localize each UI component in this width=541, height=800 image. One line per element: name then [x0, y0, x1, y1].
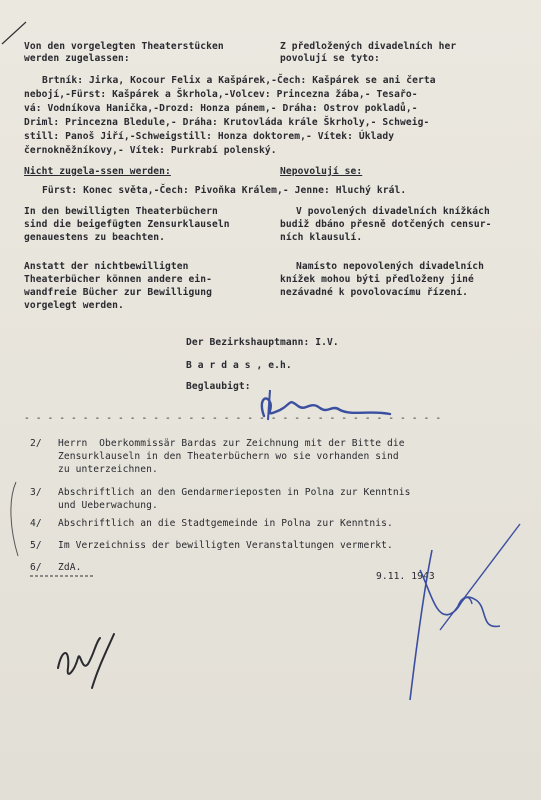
zda-underline [30, 574, 96, 578]
note-line: Zensurklauseln in den Theaterbüchern wo sie vorhanden sind [58, 451, 399, 462]
note-line: und Ueberwachung. [58, 500, 158, 511]
note-line: Im Verzeichniss der bewilligten Veranstaltungen vermerkt. [58, 540, 393, 551]
replace-de-line: wandfreie Bücher zur Bewilligung [24, 287, 213, 298]
note-line: ZdA. [58, 562, 82, 573]
allowed-line: Driml: Princezna Bledule,- Dráha: Krutovláda krále Škrholy,- Schweig- [24, 117, 430, 128]
clauses-de-line: In den bewilligten Theaterbüchern [24, 206, 218, 217]
not-allowed-de-heading: Nicht zugela-ssen werden: [24, 166, 171, 177]
signature-name: B a r d a s , e.h. [186, 360, 292, 371]
allowed-line: černokněžníkovy,- Vítek: Purkrabí polenský. [24, 145, 277, 156]
document-date: 9.11. 1943 [376, 571, 435, 582]
not-allowed-cs-heading: Nepovolují se: [280, 166, 363, 177]
allowed-line: nebojí,-Fürst: Kašpárek a Škrhola,-Volcev: Princezna žába,- Tesařo- [24, 89, 418, 100]
clauses-cs-line: ních klausulí. [280, 232, 363, 243]
replace-de-line: vorgelegt werden. [24, 300, 124, 311]
allowed-line: still: Panoš Jiří,-Schweigstill: Honza doktorem,- Vítek: Úklady [24, 131, 395, 142]
clauses-de-line: genauestens zu beachten. [24, 232, 166, 243]
signature-office: Der Bezirkshauptmann: I.V. [186, 337, 339, 348]
note-number: 6/ [30, 562, 42, 573]
allowed-line: Brtník: Jirka, Kocour Felix a Kašpárek,-Čech: Kašpárek se ani čerta [42, 75, 436, 86]
header-de-line1: Von den vorgelegten Theaterstücken [24, 41, 224, 52]
clauses-de-line: sind die beigefügten Zensurklauseln [24, 219, 230, 230]
header-cs-line1: Z předložených divadelních her [280, 41, 457, 52]
note-line: zu unterzeichnen. [58, 464, 158, 475]
note-number: 2/ [30, 438, 42, 449]
header-de-line2: werden zugelassen: [24, 53, 130, 64]
note-number: 4/ [30, 518, 42, 529]
replace-cs-line: knížek mohou býti předloženy jiné [280, 274, 474, 285]
note-line: Abschriftlich an die Stadtgemeinde in Polna zur Kenntnis. [58, 518, 393, 529]
margin-bracket [4, 480, 24, 560]
header-cs-line2: povolují se tyto: [280, 53, 380, 64]
note-line: Herrn Oberkommissär Bardas zur Zeichnung mit der Bitte die [58, 438, 405, 449]
replace-de-line: Theaterbücher können andere ein- [24, 274, 213, 285]
replace-cs-line: nezávadné k povolovacímu řízení. [280, 287, 469, 298]
clauses-cs-line: V povolených divadelních knížkách [296, 206, 490, 217]
note-number: 5/ [30, 540, 42, 551]
note-line: Abschriftlich an den Gendarmerieposten in Polna zur Kenntnis [58, 487, 411, 498]
blue-pencil-signature [380, 510, 530, 710]
note-number: 3/ [30, 487, 42, 498]
signature-certified: Beglaubigt: [186, 381, 251, 392]
not-allowed-list: Fürst: Konec světa,-Čech: Pivoňka Králem,- Jenne: Hluchý král. [42, 185, 407, 196]
dashed-divider: - - - - - - - - - - - - - - - - - - - - - - - - - - - - - - - - - - - - [24, 413, 442, 424]
allowed-line: vá: Vodníkova Hanička,-Drozd: Honza pánem,- Dráha: Ostrov pokladů,- [24, 103, 418, 114]
clauses-cs-line: budiž dbáno přesně dotčených censur- [280, 219, 492, 230]
handwritten-initials [52, 628, 122, 698]
replace-cs-line: Namísto nepovolených divadelních [296, 261, 485, 272]
replace-de-line: Anstatt der nichtbewilligten [24, 261, 189, 272]
